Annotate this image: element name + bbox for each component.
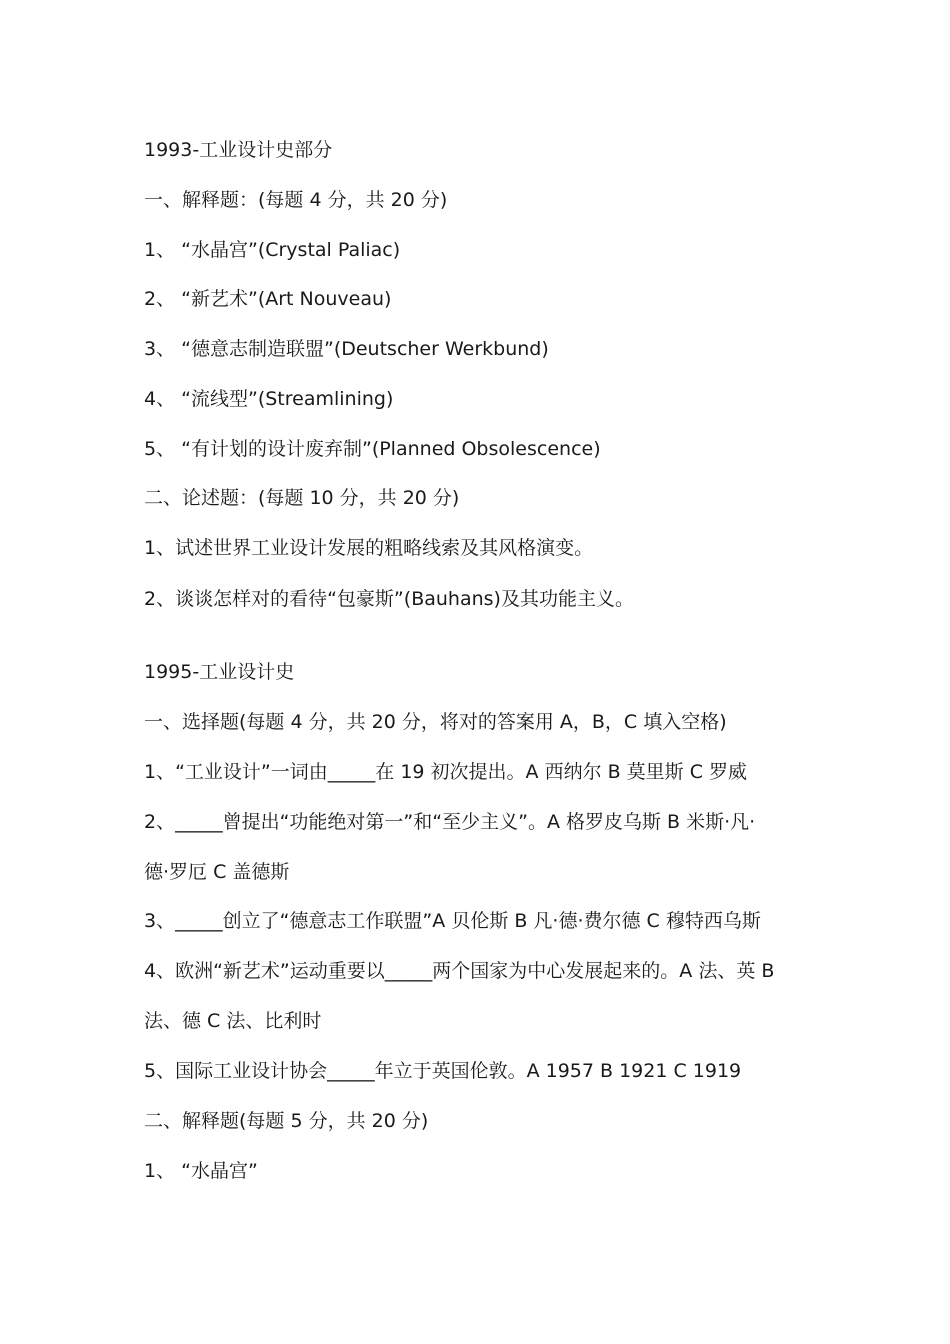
choice-question-line: 3、_____创立了“德意志工作联盟”A 贝伦斯 B 凡·德·费尔德 C 穆特西乌斯 <box>144 910 761 932</box>
part2-heading-1993: 二、论述题：(每题 10 分，共 20 分) <box>144 487 460 509</box>
choice-question-line: 德·罗厄 C 盖德斯 <box>144 861 290 883</box>
question-item: 3、 “德意志制造联盟”(Deutscher Werkbund) <box>144 338 549 360</box>
essay-item: 2、谈谈怎样对的看待“包豪斯”(Bauhans)及其功能主义。 <box>144 588 634 610</box>
question-item: 2、 “新艺术”(Art Nouveau) <box>144 288 392 310</box>
question-item: 5、 “有计划的设计废弃制”(Planned Obsolescence) <box>144 438 601 460</box>
part2-heading-1995: 二、解释题(每题 5 分，共 20 分) <box>144 1110 429 1132</box>
section-title-1995: 1995-工业设计史 <box>144 661 295 683</box>
choice-question-line: 法、德 C 法、比利时 <box>144 1010 322 1032</box>
choice-question-line: 2、_____曾提出“功能绝对第一”和“至少主义”。A 格罗皮乌斯 B 米斯·凡· <box>144 811 756 833</box>
choice-question-line: 4、欧洲“新艺术”运动重要以_____两个国家为中心发展起来的。A 法、英 B <box>144 960 775 982</box>
part1-heading-1993: 一、解释题：(每题 4 分，共 20 分) <box>144 189 448 211</box>
choice-question-line: 5、国际工业设计协会_____年立于英国伦敦。A 1957 B 1921 C 1919 <box>144 1060 742 1082</box>
choice-question-line: 1、“工业设计”一词由_____在 19 初次提出。A 西纳尔 B 莫里斯 C 罗威 <box>144 761 748 783</box>
part1-heading-1995: 一、选择题(每题 4 分，共 20 分，将对的答案用 A，B，C 填入空格) <box>144 711 727 733</box>
essay-item: 1、试述世界工业设计发展的粗略线索及其风格演变。 <box>144 537 594 559</box>
question-item: 4、 “流线型”(Streamlining) <box>144 388 394 410</box>
question-item: 1、 “水晶宫” <box>144 1160 258 1182</box>
question-item: 1、 “水晶宫”(Crystal Paliac) <box>144 239 401 261</box>
section-title-1993: 1993-工业设计史部分 <box>144 139 333 161</box>
